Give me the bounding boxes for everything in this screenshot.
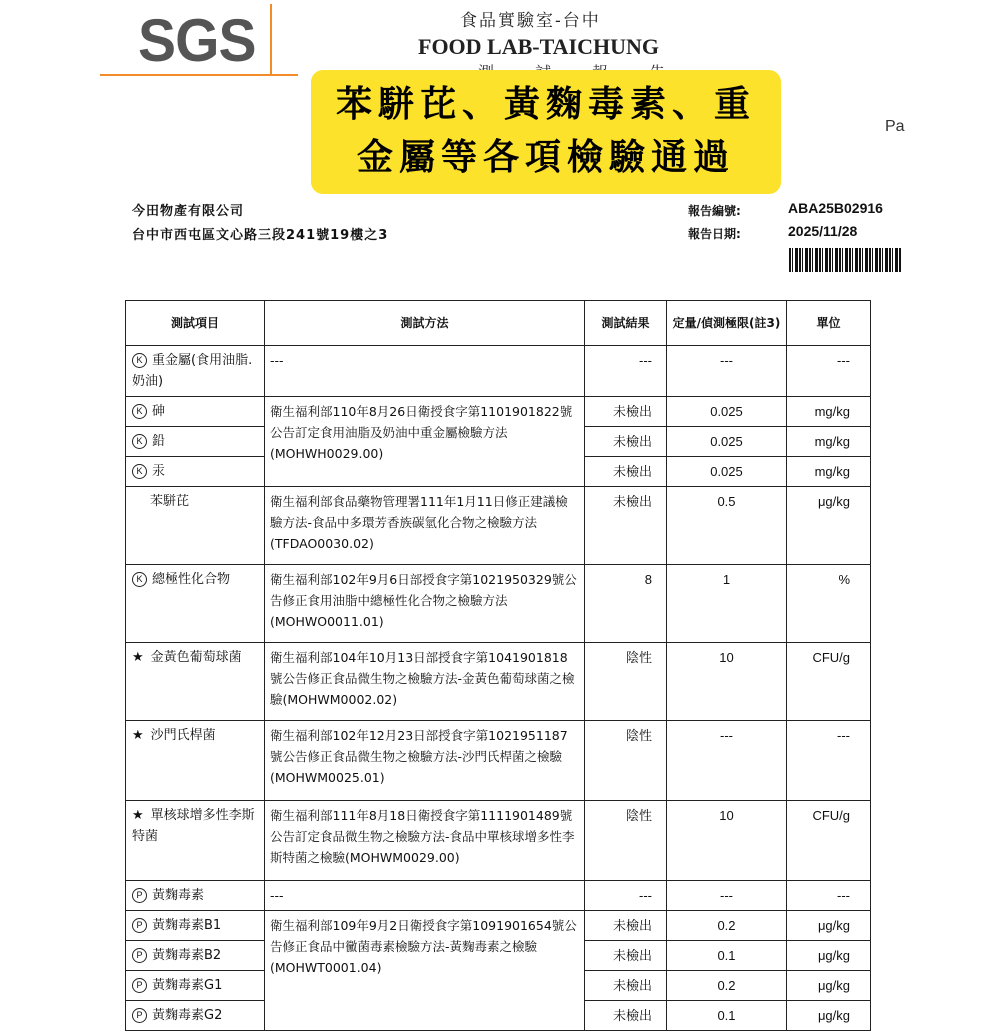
test-unit: % [787,565,871,643]
p-mark-icon: P [132,948,147,963]
item-label: 黃麴毒素 [152,888,205,903]
test-unit: --- [787,346,871,397]
item-label: 黃麴毒素B1 [152,918,222,933]
test-result: --- [585,881,667,911]
test-item [126,565,265,643]
test-result: 8 [585,565,667,643]
test-method: 衛生福利部102年12月23日部授食字第1021951187號公告修正食品微生物之檢驗方法-沙門氏桿菌之檢驗(MOHWM0025.01) [265,721,585,801]
test-method: 衛生福利部111年8月18日衛授食字第1111901489號公告訂定食品微生物之檢驗方法-食品中單核球增多性李斯特菌之檢驗(MOHWM0029.00) [265,801,585,881]
k-mark-icon: K [132,464,147,479]
banner-line-1: 苯駢芘、黃麴毒素、重 [335,83,756,125]
test-limit: 0.025 [667,427,787,457]
test-result: --- [585,346,667,397]
test-method: 衛生福利部食品藥物管理署111年1月11日修正建議檢驗方法-食品中多環芳香族碳氫化合物之檢驗方法(TFDAO0030.02) [265,487,585,565]
test-unit: μg/kg [787,941,871,971]
highlight-banner [311,70,781,194]
test-unit: --- [787,721,871,801]
item-label: 重金屬(食用油脂.奶油) [132,353,253,389]
item-label: 黃麴毒素B2 [152,948,222,963]
table-row [126,721,871,801]
star-icon: ★ [132,728,144,743]
header-limit: 定量/偵測極限(註3) [667,301,787,346]
table-row [126,565,871,643]
k-mark-icon: K [132,404,147,419]
logo-rule-horizontal [100,74,298,76]
test-result: 陰性 [585,801,667,881]
test-item [126,1001,265,1031]
test-method: 衛生福利部104年10月13日部授食字第1041901818號公告修正食品微生物之檢驗方法-金黃色葡萄球菌之檢驗(MOHWM0002.02) [265,643,585,721]
test-unit: --- [787,881,871,911]
test-limit: --- [667,721,787,801]
report-date: 2025/11/28 [788,223,858,239]
test-method: 衛生福利部109年9月2日衛授食字第1091901654號公告修正食品中黴菌毒素檢驗方法-黃麴毒素之檢驗(MOHWT0001.04) [265,911,585,1031]
item-label: 黃麴毒素G2 [152,1008,223,1023]
test-result: 未檢出 [585,457,667,487]
test-unit: mg/kg [787,397,871,427]
test-item [126,427,265,457]
test-unit: mg/kg [787,457,871,487]
test-method: --- [265,881,585,911]
p-mark-icon: P [132,1008,147,1023]
test-result: 未檢出 [585,941,667,971]
test-unit: μg/kg [787,911,871,941]
header-test-item: 測試項目 [126,301,265,346]
test-item [126,971,265,1001]
test-limit: 10 [667,801,787,881]
k-mark-icon: K [132,572,147,587]
test-item: 苯駢芘 [126,487,265,565]
table-row [126,346,871,397]
test-unit: μg/kg [787,971,871,1001]
lab-name-chinese: 食品實驗室-台中 [460,11,601,31]
item-label: 單核球增多性李斯特菌 [132,808,255,844]
report-number: ABA25B02916 [788,200,883,216]
table-row [126,911,871,941]
test-unit: μg/kg [787,487,871,565]
item-label: 黃麴毒素G1 [152,978,223,993]
test-unit: μg/kg [787,1001,871,1031]
table-row [126,487,871,565]
table-row [126,397,871,427]
test-item [126,397,265,427]
k-mark-icon: K [132,434,147,449]
test-limit: 0.025 [667,397,787,427]
p-mark-icon: P [132,888,147,903]
test-result: 陰性 [585,721,667,801]
test-method: 衛生福利部110年8月26日衛授食字第1101901822號公告訂定食用油脂及奶油中重金屬檢驗方法(MOHWH0029.00) [265,397,585,487]
test-limit: 0.025 [667,457,787,487]
table-row [126,643,871,721]
test-limit: --- [667,346,787,397]
test-limit: 10 [667,643,787,721]
test-item [126,881,265,911]
test-unit: mg/kg [787,427,871,457]
report-number-label: 報告編號: [688,204,741,218]
logo-rule-vertical [270,4,272,76]
table-header-row [126,301,871,346]
star-icon: ★ [132,808,144,823]
client-address: 台中市西屯區文心路三段241號19樓之3 [132,228,389,243]
test-item [126,941,265,971]
table-row [126,881,871,911]
test-limit: 0.1 [667,1001,787,1031]
report-date-label: 報告日期: [688,227,741,241]
test-method: 衛生福利部102年9月6日部授食字第1021950329號公告修正食用油脂中總極性化合物之檢驗方法(MOHWO0011.01) [265,565,585,643]
item-label: 總極性化合物 [152,572,231,587]
item-label: 沙門氏桿菌 [150,728,216,743]
test-unit: CFU/g [787,801,871,881]
header-unit: 單位 [787,301,871,346]
test-result: 未檢出 [585,487,667,565]
header-test-result: 測試結果 [585,301,667,346]
header-test-method: 測試方法 [265,301,585,346]
test-result: 未檢出 [585,911,667,941]
test-limit: 0.5 [667,487,787,565]
test-item [126,457,265,487]
page-label-fragment: Pa [885,118,905,135]
item-label: 砷 [152,404,166,419]
p-mark-icon: P [132,918,147,933]
test-result: 未檢出 [585,397,667,427]
test-item [126,643,265,721]
item-label: 汞 [152,464,166,479]
test-item [126,721,265,801]
test-item [126,911,265,941]
test-item [126,801,265,881]
test-method: --- [265,346,585,397]
item-label: 金黃色葡萄球菌 [150,650,242,665]
test-unit: CFU/g [787,643,871,721]
table-row [126,801,871,881]
test-limit: --- [667,881,787,911]
sgs-logo: SGS [138,7,256,74]
report-barcode [789,248,901,272]
test-result: 陰性 [585,643,667,721]
test-results-table [125,300,871,1031]
test-result: 未檢出 [585,971,667,1001]
test-limit: 0.1 [667,941,787,971]
item-label: 鉛 [152,434,166,449]
banner-line-2: 金屬等各項檢驗通過 [356,136,735,178]
test-limit: 1 [667,565,787,643]
test-result: 未檢出 [585,427,667,457]
star-icon: ★ [132,650,144,665]
test-item [126,346,265,397]
k-mark-icon: K [132,353,147,368]
test-limit: 0.2 [667,971,787,1001]
client-company: 今田物產有限公司 [132,204,245,219]
lab-name-english: FOOD LAB-TAICHUNG [418,34,659,59]
test-limit: 0.2 [667,911,787,941]
test-result: 未檢出 [585,1001,667,1031]
p-mark-icon: P [132,978,147,993]
